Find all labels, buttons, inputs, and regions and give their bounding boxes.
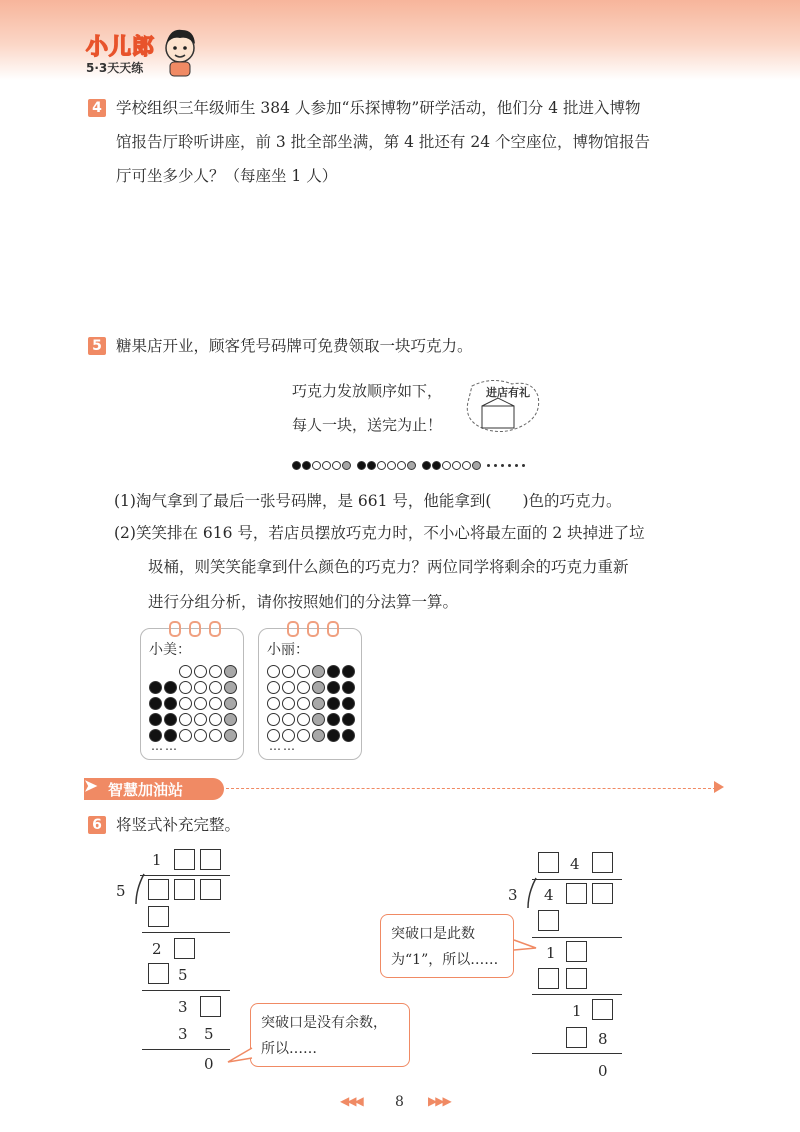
prev-page-arrows-icon: ◀◀◀ <box>340 1094 362 1108</box>
right-line-2 <box>532 994 622 995</box>
right-step-box-2[interactable] <box>566 941 587 962</box>
left-step-box-4[interactable] <box>200 996 221 1017</box>
right-step-digit-1: 1 <box>546 944 556 962</box>
left-step-digit-3: 3 <box>178 998 188 1016</box>
dashed-divider <box>226 788 716 789</box>
left-quotient-digit: 1 <box>152 851 162 869</box>
left-division-bracket <box>134 873 146 905</box>
left-quotient-box-2[interactable] <box>200 849 221 870</box>
left-step-box-2[interactable] <box>174 938 195 959</box>
left-hint-pointer <box>226 1044 254 1066</box>
left-dividend-box-1[interactable] <box>148 879 169 900</box>
q5-part-2-line-2: 圾桶，则笑笑能拿到什么颜色的巧克力？两位同学将剩余的巧克力重新 <box>148 558 629 576</box>
chocolate-sequence <box>292 455 529 474</box>
card-xiaomei-ellipsis: …… <box>151 739 179 753</box>
left-step-box-1[interactable] <box>148 906 169 927</box>
card-xiaoli-ellipsis: …… <box>269 739 297 753</box>
right-step-box-1[interactable] <box>538 910 559 931</box>
card-xiaoli-grid <box>267 665 357 745</box>
note-line-2: 每人一块，送完为止！ <box>292 416 443 434</box>
question-number-4: 4 <box>88 99 106 117</box>
left-quotient-box-1[interactable] <box>174 849 195 870</box>
left-dividend-box-2[interactable] <box>174 879 195 900</box>
left-line-1 <box>142 932 230 933</box>
stamp-text: 进店有礼 <box>486 386 530 399</box>
right-step-box-3[interactable] <box>538 968 559 989</box>
right-hint-pointer <box>512 936 538 956</box>
gift-box-icon <box>462 376 542 438</box>
right-step-digit-3: 8 <box>598 1030 608 1048</box>
brand-logo <box>86 30 155 76</box>
right-quotient-digit: 4 <box>570 855 580 873</box>
right-step-digit-2: 1 <box>572 1002 582 1020</box>
card-xiaoli-label: 小丽： <box>267 642 309 658</box>
right-line-3 <box>532 1053 622 1054</box>
question-number-5: 5 <box>88 337 106 355</box>
q5-intro: 糖果店开业，顾客凭号码牌可免费领取一块巧克力。 <box>116 337 473 355</box>
right-quotient-box-2[interactable] <box>592 852 613 873</box>
card-xiaoli <box>258 628 362 760</box>
left-division-bar <box>140 875 230 876</box>
left-step-digit-4a: 3 <box>178 1025 188 1043</box>
right-division-bar <box>532 879 622 880</box>
right-division-bracket <box>526 877 538 909</box>
right-step-box-6[interactable] <box>566 1027 587 1048</box>
right-dividend-digit: 4 <box>544 886 554 904</box>
card-xiaomei <box>140 628 244 760</box>
q4-line-2: 馆报告厅聆听讲座，前 3 批全部坐满，第 4 批还有 24 个空座位，博物馆报告 <box>116 133 651 151</box>
left-remainder: 0 <box>204 1055 214 1073</box>
q5-part-2-line-1: (2)笑笑排在 616 号，若店员摆放巧克力时，不小心将最左面的 2 块掉进了垃 <box>114 524 645 542</box>
note-line-1: 巧克力发放顺序如下， <box>292 382 443 400</box>
left-hint-bubble: 突破口是没有余数，所以…… <box>250 1003 410 1067</box>
card-xiaomei-label: 小美： <box>149 642 191 658</box>
left-step-digit-1: 2 <box>152 940 162 958</box>
q6-intro: 将竖式补充完整。 <box>116 816 241 834</box>
q5-part-2-line-3: 进行分组分析，请你按照她们的分法算一算。 <box>148 593 459 611</box>
divider-arrow-icon <box>714 781 724 793</box>
right-step-box-5[interactable] <box>592 999 613 1020</box>
right-line-1 <box>532 937 622 938</box>
brand-name: 小儿郎 <box>86 35 156 60</box>
section-banner-title: 智慧加油站 <box>108 781 184 799</box>
left-line-3 <box>142 1049 230 1050</box>
series-name: 5·3天天练 <box>86 61 144 75</box>
q4-line-3: 厅可坐多少人？（每座坐 1 人） <box>116 167 338 185</box>
left-step-digit-4b: 5 <box>204 1025 214 1043</box>
right-divisor: 3 <box>508 886 518 904</box>
card-xiaomei-grid <box>149 665 239 745</box>
right-remainder: 0 <box>598 1062 608 1080</box>
question-number-6: 6 <box>88 816 106 834</box>
section-banner <box>84 778 224 800</box>
mascot-boy-icon <box>160 24 200 78</box>
right-dividend-box-1[interactable] <box>566 883 587 904</box>
left-step-box-3[interactable] <box>148 963 169 984</box>
banner-arrow-icon: ➤ <box>84 776 98 795</box>
left-step-digit-2: 5 <box>178 966 188 984</box>
right-quotient-box-1[interactable] <box>538 852 559 873</box>
right-step-box-4[interactable] <box>566 968 587 989</box>
left-line-2 <box>142 990 230 991</box>
q4-line-1: 学校组织三年级师生 384 人参加“乐探博物”研学活动，他们分 4 批进入博物 <box>116 99 641 117</box>
right-dividend-box-2[interactable] <box>592 883 613 904</box>
left-divisor: 5 <box>116 882 126 900</box>
left-dividend-box-3[interactable] <box>200 879 221 900</box>
page-number: 8 <box>395 1094 404 1110</box>
q5-part-1: (1)淘气拿到了最后一张号码牌，是 661 号，他能拿到( )色的巧克力。 <box>114 492 622 510</box>
next-page-arrows-icon: ▶▶▶ <box>428 1094 450 1108</box>
right-hint-bubble: 突破口是此数为“1”，所以…… <box>380 914 514 978</box>
